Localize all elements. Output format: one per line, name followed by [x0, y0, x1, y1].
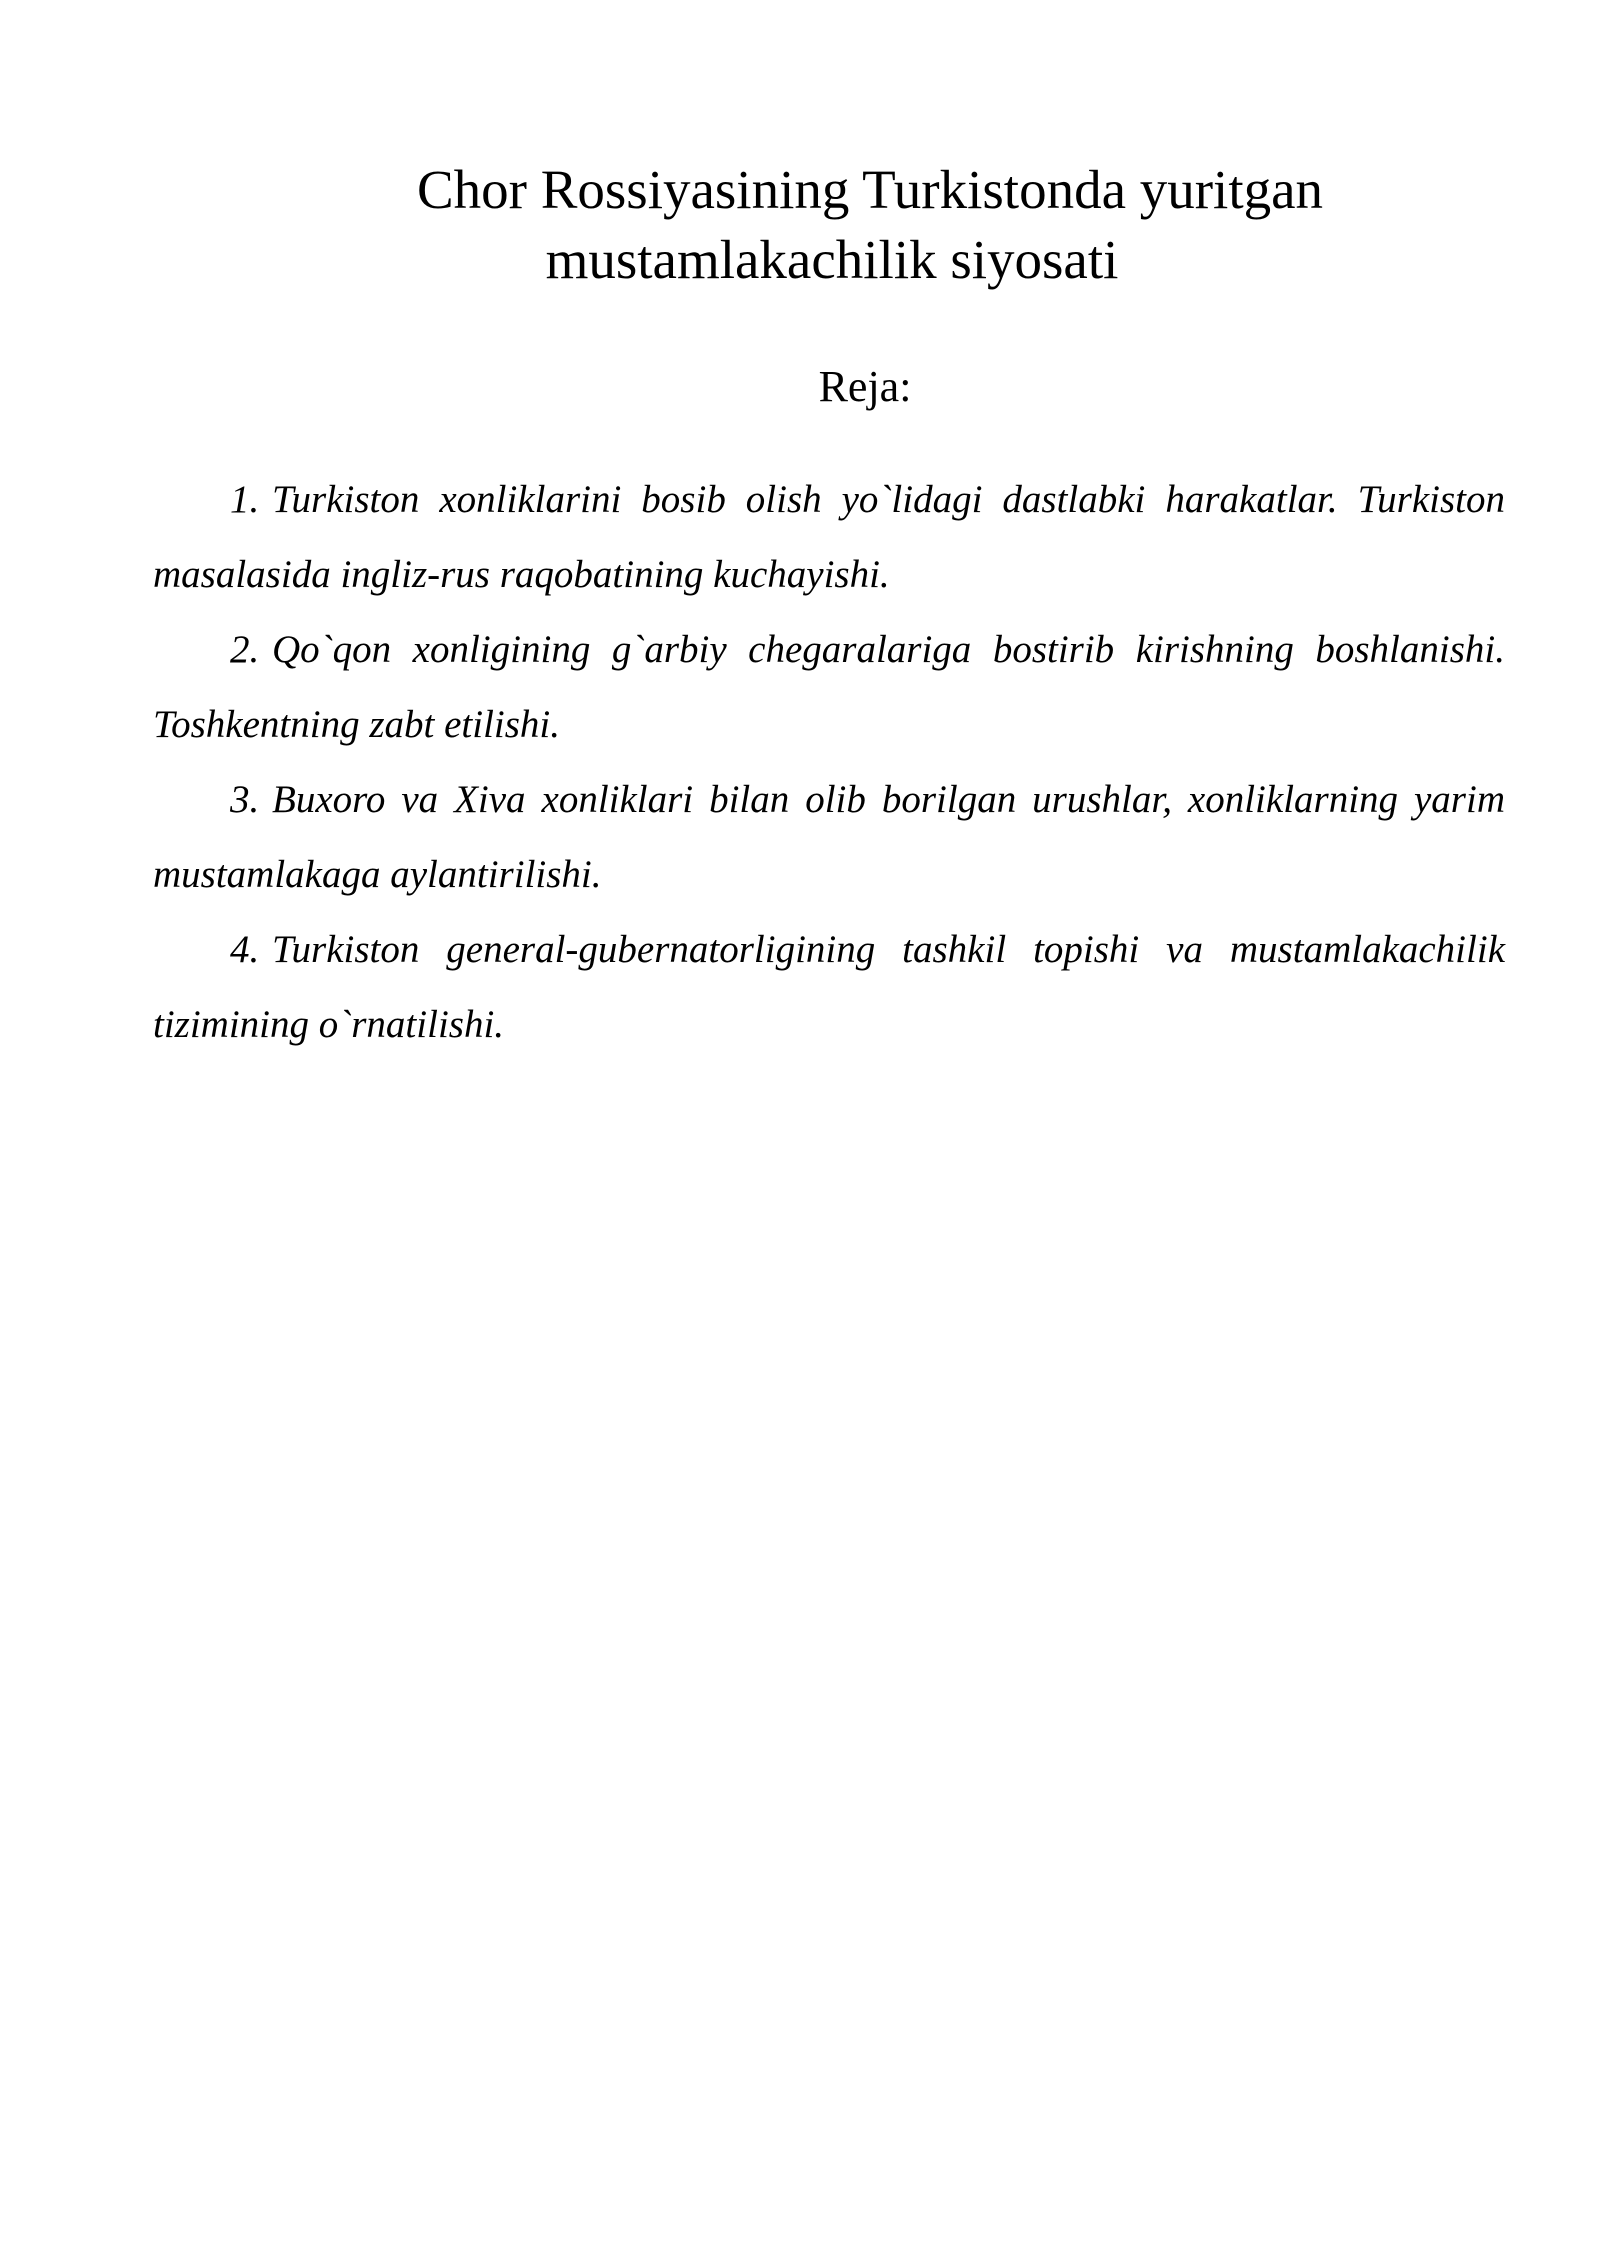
plan-item-2 [153, 612, 1505, 762]
plan-item-number: 3. [230, 778, 260, 821]
plan-item-number: 2. [230, 628, 260, 671]
plan-item-4 [153, 912, 1505, 1062]
document-title-line-2: mustamlakachilik siyosati [545, 229, 1119, 290]
plan-item-text: Qo`qon xonligining g`arbiy chegaralariga bostirib kirishning boshlanishi. Toshkentning zabt etilishi. [153, 628, 1505, 746]
plan-item-text: Buxoro va Xiva xonliklari bilan olib borilgan urushlar, xonliklarning yarim mustamlakaga aylantirilishi. [153, 778, 1505, 896]
plan-item-text: Turkiston general-gubernatorligining tashkil topishi va mustamlakachilik tizimining o`rnatilishi. [153, 928, 1505, 1046]
plan-item-text: Turkiston xonliklarini bosib olish yo`lidagi dastlabki harakatlar. Turkiston masalasida ingliz-rus raqobatining kuchayishi. [153, 478, 1505, 596]
plan-item-number: 4. [230, 928, 260, 971]
plan-list [153, 462, 1505, 1062]
plan-item-3 [153, 762, 1505, 912]
document-title-line-1: Chor Rossiyasining Turkistonda yuritgan [416, 159, 1324, 220]
plan-item-number: 1. [230, 478, 260, 521]
plan-heading: Reja: [818, 362, 912, 411]
plan-item-1 [153, 462, 1505, 612]
